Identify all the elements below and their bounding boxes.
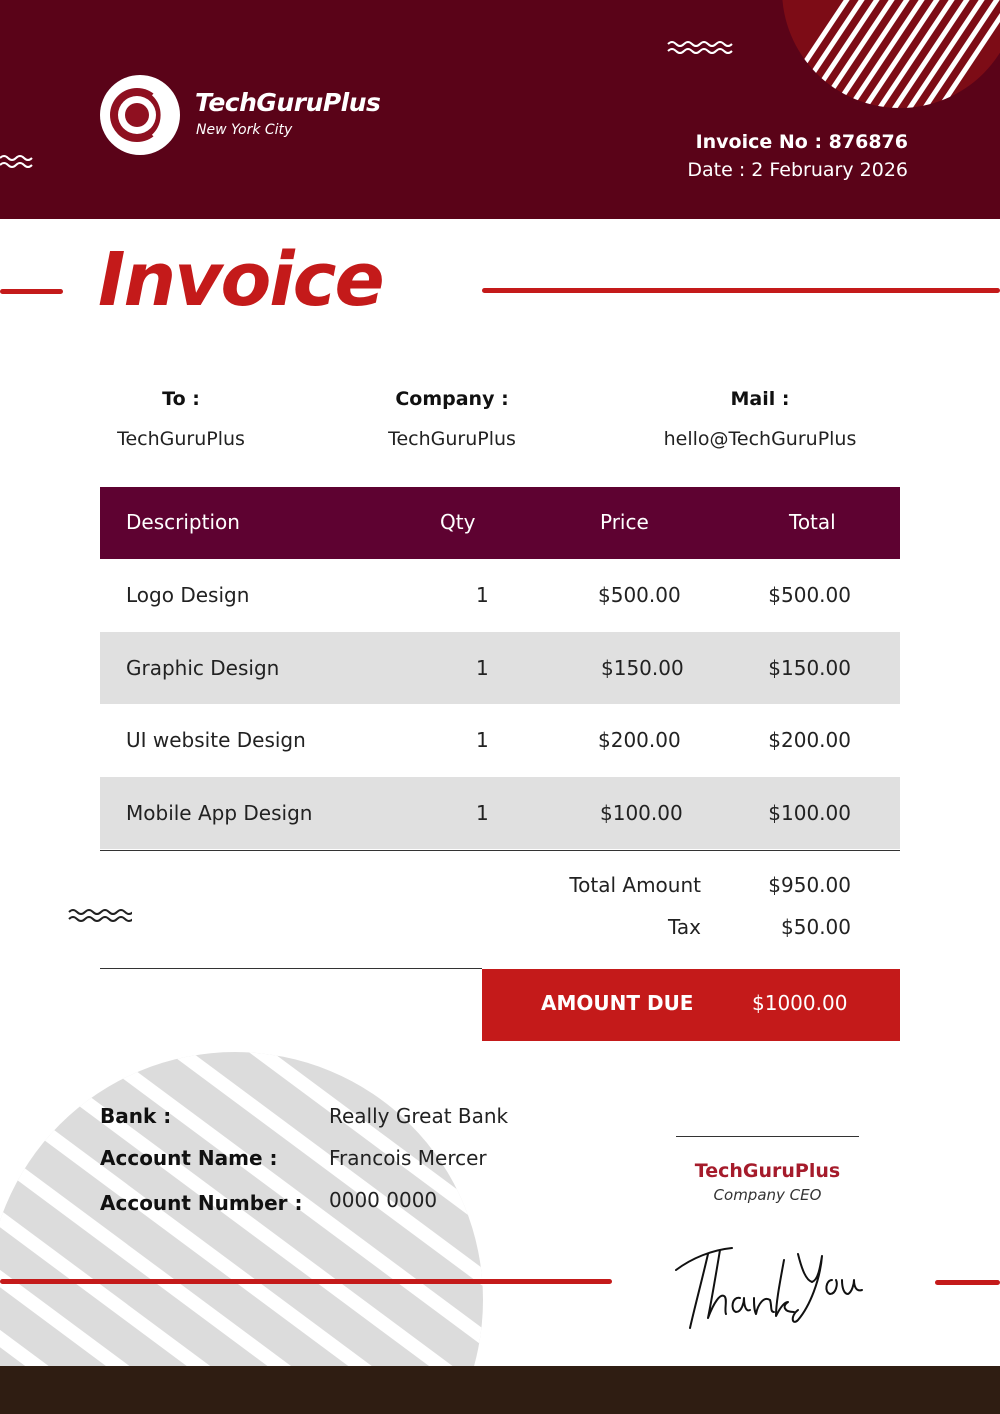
cell-total: $100.00 — [768, 801, 851, 825]
cell-price: $100.00 — [600, 801, 683, 825]
cell-description: Logo Design — [126, 583, 250, 607]
divider — [100, 968, 482, 969]
footer-rule-left — [0, 1279, 612, 1284]
company-label: Company : — [395, 388, 509, 410]
cell-total: $500.00 — [768, 583, 851, 607]
brand-city: New York City — [196, 122, 293, 138]
mail-value[interactable]: hello@TechGuruPlus — [663, 428, 857, 450]
column-header-total: Total — [789, 510, 836, 534]
account-name-label: Account Name : — [100, 1146, 278, 1170]
invoice-date: Date : 2 February 2026 — [687, 159, 908, 181]
tax-label: Tax — [668, 915, 701, 939]
invoice-number: Invoice No : 876876 — [695, 131, 908, 153]
logo-icon — [100, 75, 180, 155]
title-rule-left — [0, 289, 63, 294]
cell-description: Graphic Design — [126, 656, 280, 680]
footer-rule-right — [935, 1280, 1000, 1285]
cell-qty: 1 — [476, 801, 489, 825]
cell-total: $150.00 — [768, 656, 851, 680]
column-header-qty: Qty — [440, 510, 476, 534]
account-number-label: Account Number : — [100, 1191, 303, 1215]
company-value: TechGuruPlus — [388, 428, 516, 450]
bank-value: Really Great Bank — [329, 1104, 509, 1128]
signature-role: Company CEO — [713, 1186, 822, 1204]
signature-line — [676, 1136, 859, 1137]
cell-price: $150.00 — [601, 656, 684, 680]
account-number-value: 0000 0000 — [329, 1188, 438, 1212]
total-amount-value: $950.00 — [768, 873, 851, 897]
amount-due-value: $1000.00 — [752, 991, 848, 1015]
cell-qty: 1 — [476, 728, 489, 752]
cell-qty: 1 — [476, 583, 489, 607]
column-header-price: Price — [600, 510, 649, 534]
total-amount-label: Total Amount — [569, 873, 701, 897]
footer-bar — [0, 1366, 1000, 1414]
page-title: Invoice — [98, 237, 383, 323]
to-label: To : — [162, 388, 200, 410]
cell-description: UI website Design — [126, 728, 306, 752]
cell-qty: 1 — [476, 656, 489, 680]
account-name-value: Francois Mercer — [329, 1146, 487, 1170]
header-banner — [0, 0, 1000, 219]
amount-due-label: AMOUNT DUE — [541, 991, 694, 1015]
bank-label: Bank : — [100, 1104, 172, 1128]
mail-label: Mail : — [730, 388, 790, 410]
wave-decoration — [68, 906, 132, 924]
cell-description: Mobile App Design — [126, 801, 313, 825]
cell-price: $500.00 — [598, 583, 681, 607]
cell-price: $200.00 — [598, 728, 681, 752]
divider — [100, 850, 900, 851]
title-rule-right — [482, 288, 1000, 293]
signature-company: TechGuruPlus — [694, 1160, 841, 1182]
cell-total: $200.00 — [768, 728, 851, 752]
column-header-description: Description — [126, 510, 240, 534]
tax-value: $50.00 — [781, 915, 851, 939]
thank-you-signature — [672, 1240, 866, 1336]
to-value: TechGuruPlus — [117, 428, 245, 450]
brand-name: TechGuruPlus — [195, 88, 381, 117]
